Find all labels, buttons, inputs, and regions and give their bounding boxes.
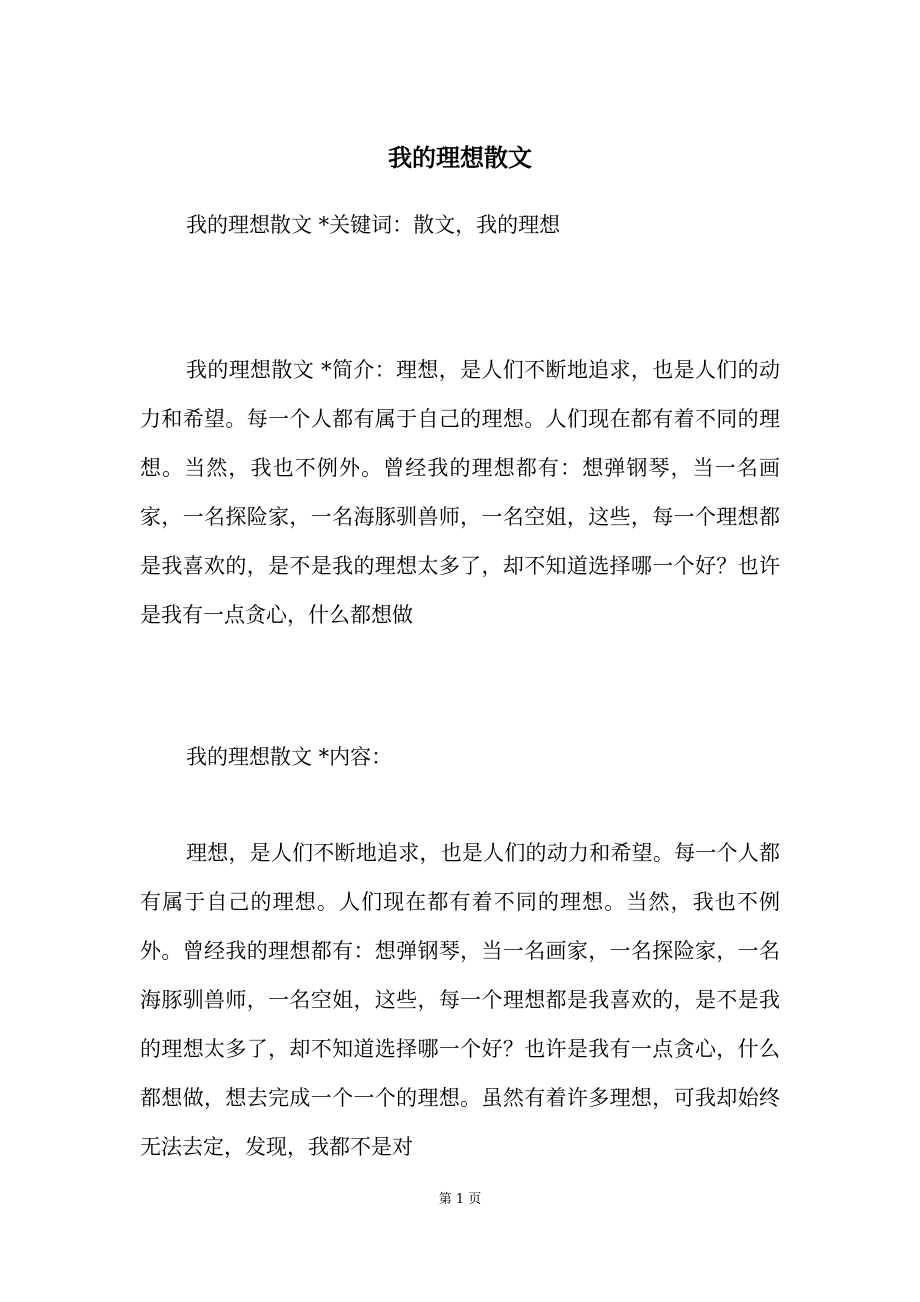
keywords-paragraph: 我的理想散文 *关键词：散文，我的理想 bbox=[186, 213, 561, 237]
content-label-paragraph: 我的理想散文 *内容： bbox=[186, 745, 393, 769]
content-body-paragraph: 理想，是人们不断地追求，也是人们的动力和希望。每一个人都有属于自己的理想。人们现在都有着不同的理想。当然，我也不例外。曾经我的理想都有：想弹钢琴，当一名画家，一名探险家，一名海豚驯兽师，一名空姐，这些，每一个理想都是我喜欢的，是不是我的理想太多了，却不知道选择哪一个好？也许是我有一点贪心，什么都想做，想去完成一个一个的理想。虽然有着许多理想，可我却始终无法去定，发现，我都不是对 bbox=[140, 841, 780, 1159]
page-number-footer: 第 1 页 bbox=[438, 1192, 482, 1207]
document-title: 我的理想散文 bbox=[388, 143, 532, 172]
summary-paragraph: 我的理想散文 *简介：理想，是人们不断地追求，也是人们的动力和希望。每一个人都有属于自己的理想。人们现在都有着不同的理想。当然，我也不例外。曾经我的理想都有：想弹钢琴，当一名画家，一名探险家，一名海豚驯兽师，一名空姐，这些，每一个理想都是我喜欢的，是不是我的理想太多了，却不知道选择哪一个好？也许是我有一点贪心，什么都想做 bbox=[140, 358, 780, 627]
